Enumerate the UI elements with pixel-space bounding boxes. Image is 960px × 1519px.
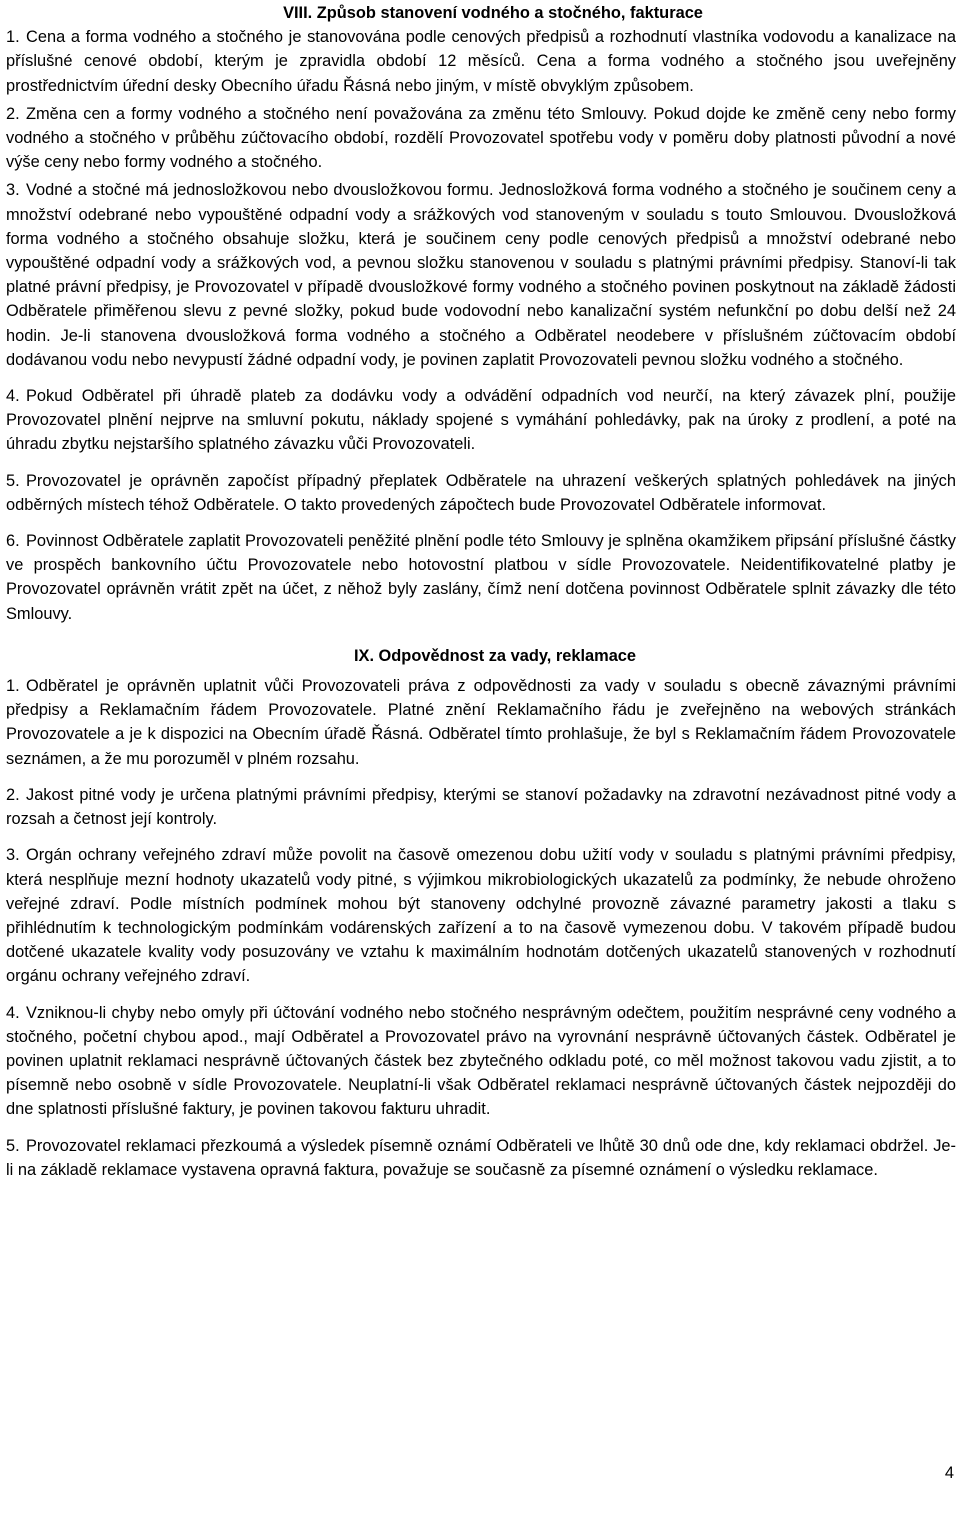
item-number: 4. [6,387,20,406]
list-item [6,1001,956,1122]
item-text: Odběratel je oprávněn uplatnit vůči Provozovateli práva z odpovědnosti za vady v souladu s obecně závaznými právními předpisy a Reklamačním řádem Provozovatele. Platné znění Reklamačního řádu je zveřejněno na webových stránkách Provozovatele a je k dispozici na Obecním úřadě Řásná. Odběratel tímto prohlašuje, že byl s Reklamačním řádem Provozovatele seznámen, a že mu porozuměl v plném rozsahu. [6,677,956,768]
item-number: 2. [6,104,20,123]
item-number: 3. [6,846,20,865]
item-text: Provozovatel reklamaci přezkoumá a výsledek písemně oznámí Odběrateli ve lhůtě 30 dnů ode dne, kdy reklamaci obdržel. Je-li na základě reklamace vystavena opravná faktura, považuje se současně za písemné oznámení o výsledku reklamace. [6,1136,956,1179]
item-number: 6. [6,532,20,551]
list-item [6,25,956,98]
item-text: Cena a forma vodného a stočného je stanovována podle cenových předpisů a rozhodnutí vlastníka vodovodu a kanalizace na příslušné cenové období, kterým je zpravidla období 12 měsíců. Cena a forma vodného a stočného jsou uveřejněny prostřednictvím úřední desky Obecního úřadu Řásná nebo jiným, v místě obvyklým způsobem. [6,28,956,95]
item-text: Vzniknou-li chyby nebo omyly při účtování vodného nebo stočného nesprávným odečtem, použitím nesprávné ceny vodného a stočného, početní chybou apod., mají Odběratel a Provozovatel právo na vyrovnání nesprávně účtovaných částek. Odběratel je povinen uplatnit reklamaci nesprávně účtovaných částek bez zbytečného odkladu poté, co měl možnost takovou vadu zjistit, a to písemně nebo osobně v sídle Provozovatele. Neuplatní-li však Odběratel reklamaci nesprávně účtovaných částek nejpozději do dne splatnosti příslušné faktury, je povinen takovou fakturu uhradit. [6,1003,956,1119]
list-item [6,843,956,988]
list-item [6,783,956,831]
list-item [6,529,956,626]
list-item [6,384,956,457]
section-title-billing: VIII. Způsob stanovení vodného a stočného, fakturace [283,4,703,22]
item-text: Jakost pitné vody je určena platnými právními předpisy, kterými se stanoví požadavky na zdravotní nezávadnost pitné vody a rozsah a četnost její kontroly. [6,785,956,829]
item-text: Pokud Odběratel při úhradě plateb za dodávku vody a odvádění odpadních vod neurčí, na který závazek plní, použije Provozovatel plnění nejprve na smluvní pokutu, náklady spojené s vymáhání pohledávky, pak na úroky z prodlení, a poté na úhradu zbytku nejstaršího splatného závazku vůči Provozovateli. [6,387,956,454]
document-page [6,0,956,1182]
item-number: 5. [6,1136,20,1155]
item-number: 4. [6,1003,20,1022]
item-text: Změna cen a formy vodného a stočného není považována za změnu této Smlouvy. Pokud dojde ke změně ceny nebo formy vodného a stočného v průběhu zúčtovacího období, rozdělí Provozovatel spotřebu vody v poměru doby platnosti původní a nové výše ceny nebo formy vodného a stočného. [6,104,956,172]
list-item [6,1134,956,1182]
page-number: 4 [944,1464,954,1482]
item-number: 1. [6,28,20,47]
item-text: Povinnost Odběratele zaplatit Provozovateli peněžité plnění podle této Smlouvy je splněna okamžikem připsání příslušné částky ve prospěch bankovního účtu Provozovatele nebo hotovostní platbou v sídle Provozovatele. Neidentifikovatelné platby je Provozovatel oprávněn vrátit zpět na účet, z něhož byly zaslány, čímž není dotčena povinnost Odběratele splnit závazky dle této Smlouvy. [6,532,956,623]
item-text: Vodné a stočné má jednosložkovou nebo dvousložkovou formu. Jednosložková forma vodného a stočného je součinem ceny a množství odebrané nebo vypouštěné odpadní vody a srážkových vod stanoveným v souladu s touto Smlouvou. Dvousložková forma vodného a stočného obsahuje složku, která je součinem ceny podle cenových předpisů a množství odebrané nebo vypouštěné odpadní vody a srážkových vod, a pevnou složku stanovenou v souladu s platnými právními předpisy. Stanoví-li tak platné právní předpisy, je Provozovatel v případě dvousložkové formy vodného a stočného povinen poskytnout na základě žádosti Odběratele přiměřenou slevu z pevné složky, pokud bude vodovodní nebo kanalizační systém nefunkční po dobu delší než 24 hodin. Je-li stanovena dvousložková forma vodného a stočného a Odběratel neodebere v příslušném zúčtovacím období dodávanou vodu nebo nevypustí žádné odpadní vody, je povinen zaplatit Provozovateli pevnou složku vodného a stočného. [6,181,956,369]
item-text: Orgán ochrany veřejného zdraví může povolit na časově omezenou dobu užití vody v souladu s platnými právními předpisy, která nesplňuje mezní hodnoty ukazatelů vody pitné, s výjimkou mikrobiologických ukazatelů za podmínky, že nebude ohroženo veřejné zdraví. Podle místních podmínek mohou být stanoveny odchylné provozně závazné parametry jakosti a tlaku s přihlédnutím k technologickým podmínkám vodárenských zařízení a to na časově vymezenou dobu. V takovém případě budou dotčené ukazatele kvality vody posuzovány ve vztahu k maximálním hodnotám dotčených ukazatelů stanovených v rozhodnutí orgánu ochrany veřejného zdraví. [6,846,956,986]
item-number: 3. [6,181,20,200]
section-warranty-items [6,674,956,1182]
item-number: 2. [6,785,20,804]
section-title-warranty: IX. Odpovědnost za vady, reklamace [353,646,637,665]
section-billing-items [6,25,956,626]
list-item [6,674,956,771]
list-item [6,102,956,175]
list-item [6,469,956,517]
item-text: Provozovatel je oprávněn započíst případný přeplatek Odběratele na uhrazení veškerých splatných pohledávek na jiných odběrných místech téhož Odběratele. O takto provedených zápočtech bude Provozovatel Odběratele informovat. [6,471,956,514]
list-item [6,178,956,372]
item-number: 5. [6,471,20,490]
item-number: 1. [6,677,20,696]
